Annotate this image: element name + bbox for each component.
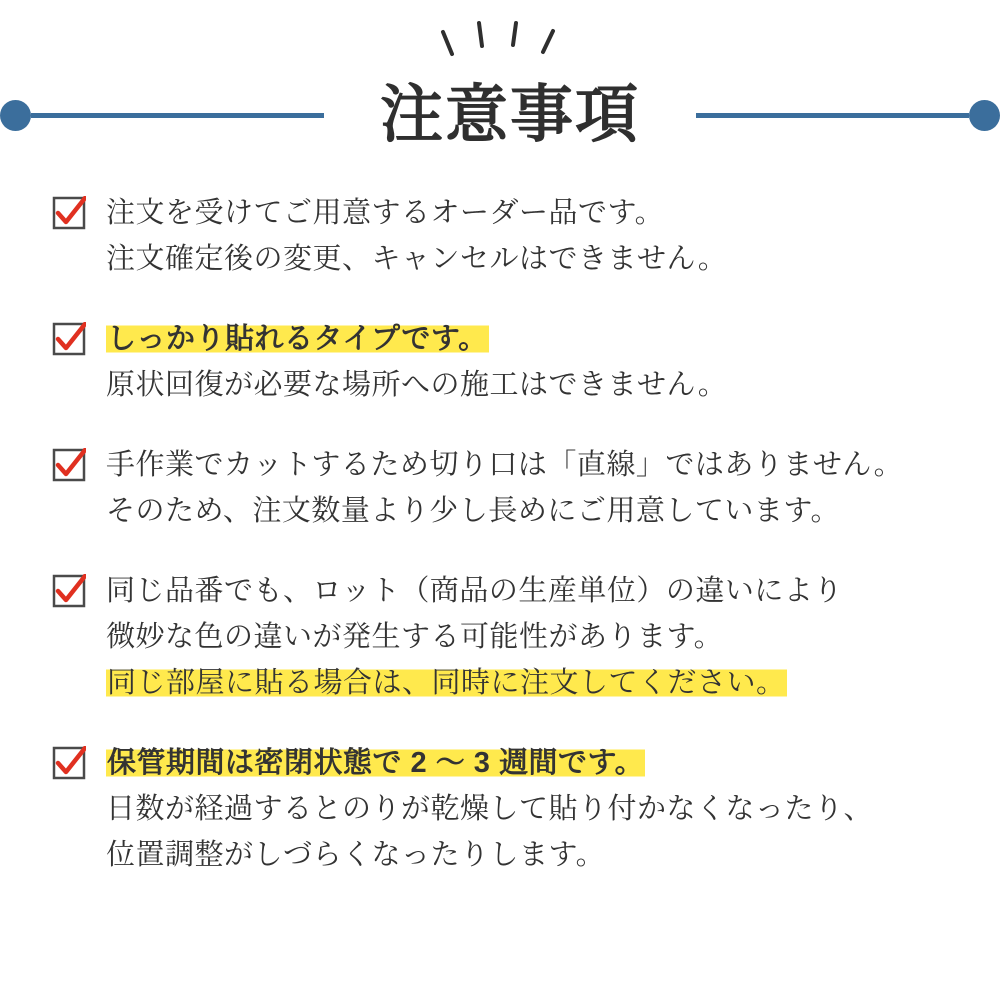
notice-item-text (106, 740, 1000, 878)
notice-item-text (106, 442, 1000, 534)
notice-line: 手作業でカットするため切り口は「直線」ではありません。 (106, 449, 904, 481)
page-header (0, 0, 1000, 175)
notice-line: 同じ品番でも、ロット（商品の生産単位）の違いにより (106, 575, 843, 607)
rule-line-left (31, 113, 324, 118)
notice-line (106, 660, 970, 706)
notice-line: 注文確定後の変更、キャンセルはできません。 (106, 243, 728, 275)
notice-item (0, 316, 1000, 408)
notice-line (106, 740, 970, 786)
highlighted-text: 同じ部屋に貼る場合は、同時に注文してください。 (107, 667, 786, 699)
circle-dot-right-icon (969, 100, 1000, 131)
circle-dot-left-icon (0, 100, 31, 131)
notice-list (0, 190, 1000, 912)
notice-item-text (106, 568, 1000, 706)
notice-line: 注文を受けてご用意するオーダー品です。 (106, 197, 665, 229)
notice-line: 原状回復が必要な場所への施工はできません。 (106, 369, 728, 401)
checkbox-checked-icon (52, 322, 86, 356)
checkbox-checked-icon (52, 448, 86, 482)
notice-line: そのため、注文数量より少し長めにご用意しています。 (106, 495, 841, 527)
notice-line: 日数が経過するとのりが乾燥して貼り付かなくなったり、 (106, 793, 874, 825)
highlighted-text: しっかり貼れるタイプです。 (107, 323, 488, 355)
notice-item (0, 568, 1000, 706)
checkbox-checked-icon (52, 196, 86, 230)
notice-item-text (106, 190, 1000, 282)
rule-line-right (696, 113, 969, 118)
checkbox-checked-icon (52, 574, 86, 608)
checkbox-checked-icon (52, 746, 86, 780)
notice-item (0, 190, 1000, 282)
highlighted-text: 保管期間は密閉状態で 2 〜 3 週間です。 (107, 747, 645, 779)
sparkle-lines-icon (0, 18, 1000, 68)
notice-line: 位置調整がしづらくなったりします。 (106, 839, 606, 871)
page-title: 注意事項 (380, 79, 640, 150)
notice-item (0, 740, 1000, 878)
notice-item (0, 442, 1000, 534)
notice-line: 微妙な色の違いが発生する可能性があります。 (106, 621, 724, 653)
title-rule-row (0, 80, 1000, 150)
notice-line (106, 316, 970, 362)
notice-item-text (106, 316, 1000, 408)
